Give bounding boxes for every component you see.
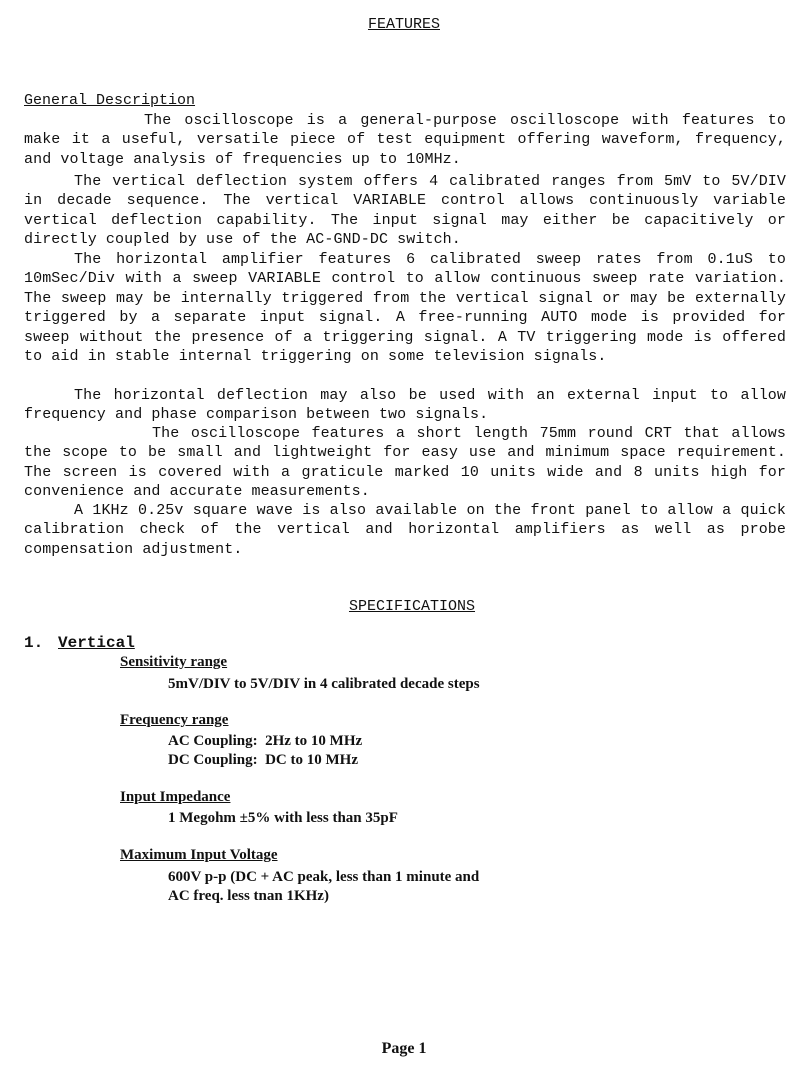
general-description-heading: General Description xyxy=(24,92,196,109)
spec-line-max-voltage-2: AC freq. less tnan 1KHz) xyxy=(168,888,329,904)
page-number: Page 1 xyxy=(381,1040,427,1057)
paragraph-intro: The oscilloscope is a general-purpose oscilloscope with features to make it a useful, versatile piece of test equipment offering waveform, frequency, and voltage analysis of frequencies up to 10MHz. xyxy=(24,112,786,168)
spec-heading-frequency: Frequency range xyxy=(120,712,229,728)
spec-heading-sensitivity: Sensitivity range xyxy=(120,654,228,670)
spec-line-max-voltage-1: 600V p-p (DC + AC peak, less than 1 minute and xyxy=(168,869,480,885)
specifications-title: SPECIFICATIONS xyxy=(348,598,476,615)
spec-heading-max-voltage: Maximum Input Voltage xyxy=(120,847,278,863)
spec-line-impedance: 1 Megohm ±5% with less than 35pF xyxy=(168,810,398,826)
paragraph-external: The horizontal deflection may also be used with an external input to allow frequency and phase comparison between two signals. xyxy=(24,387,786,424)
spec-line-dc-coupling: DC Coupling: DC to 10 MHz xyxy=(168,752,358,768)
paragraph-horizontal: The horizontal amplifier features 6 calibrated sweep rates from 0.1uS to 10mSec/Div with a sweep VARIABLE control to allow continuous sweep rate variation. The sweep may be internally triggered from the vertical signal or may be externally triggered by a separate input signal. A free-running AUTO mode is provided for sweep without the presence of a triggering signal. A TV triggering mode is offered to aid in stable internal triggering on some television signals. xyxy=(24,251,786,366)
paragraph-calibration: A 1KHz 0.25v square wave is also available on the front panel to allow a quick calibration check of the vertical and horizontal amplifiers as well as probe compensation adjustment. xyxy=(24,502,786,558)
spec-line-sensitivity: 5mV/DIV to 5V/DIV in 4 calibrated decade steps xyxy=(168,676,480,692)
paragraph-crt: The oscilloscope features a short length 75mm round CRT that allows the scope to be small and lightweight for easy use and minimum space requirement. The screen is covered with a graticule marked 10 units wide and 8 units high for convenience and accurate measurements. xyxy=(24,425,786,501)
spec-line-ac-coupling: AC Coupling: 2Hz to 10 MHz xyxy=(168,733,363,749)
spec-heading-impedance: Input Impedance xyxy=(120,789,231,805)
features-title: FEATURES xyxy=(367,16,440,33)
paragraph-vertical: The vertical deflection system offers 4 calibrated ranges from 5mV to 5V/DIV in decade sequence. The vertical VARIABLE control allows continuously variable vertical deflection capability. The input signal may either be capacitively or directly coupled by use of the AC-GND-DC switch. xyxy=(24,173,786,249)
spec-section-title: Vertical xyxy=(58,634,135,652)
spec-section-number: 1. xyxy=(24,634,44,652)
